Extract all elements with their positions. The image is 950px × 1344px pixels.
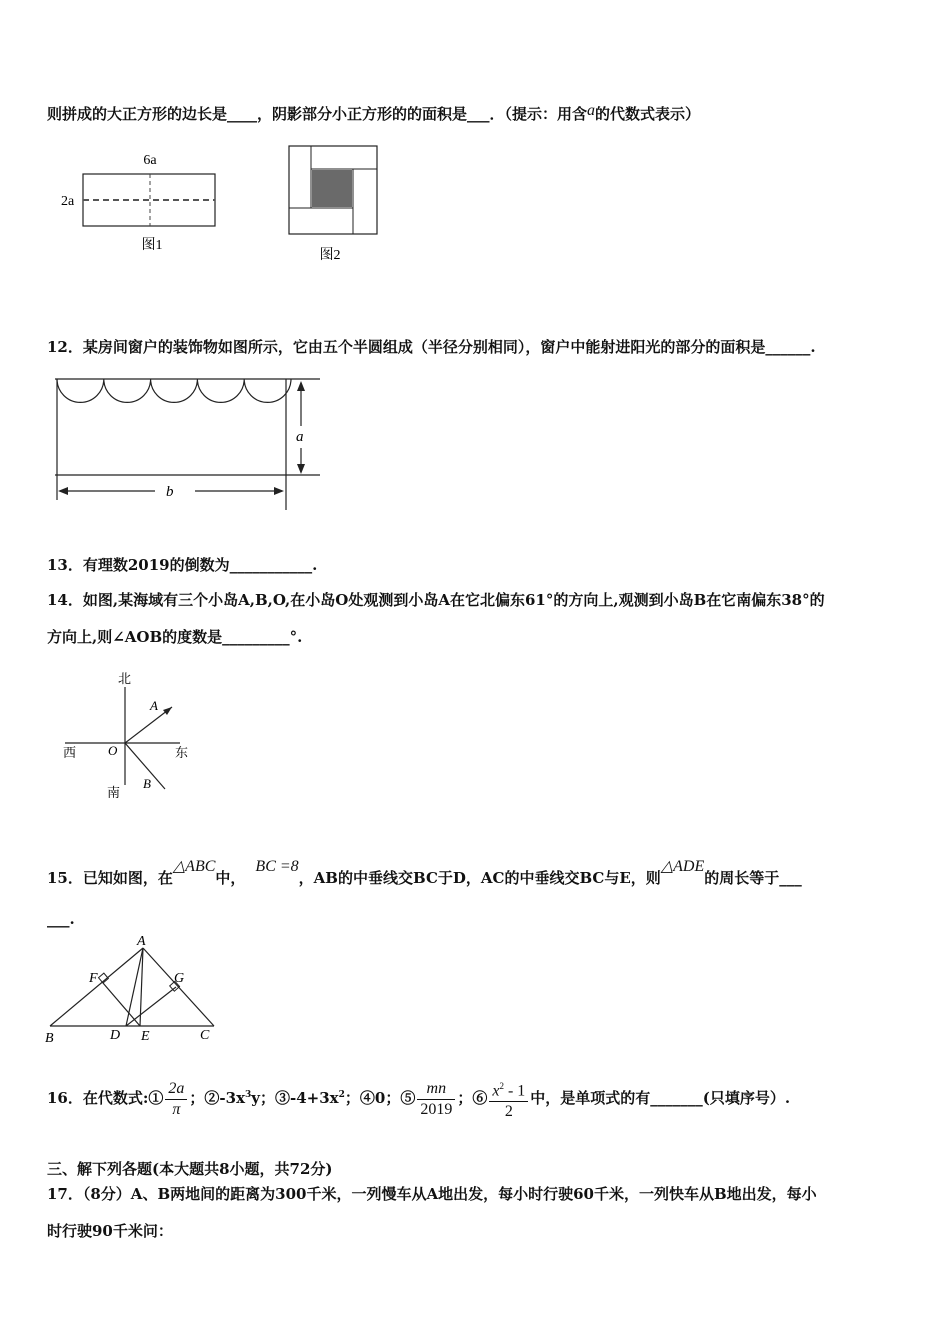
fraction-2a-over-pi: $\frac{2a}{\pi}$	[165, 1079, 187, 1120]
q14-line1: 14．如图,某海域有三个小岛A,B,O,在小岛O处观测到小岛A在它北偏东61°的方向上,观测到小岛B在它南偏东38°的	[47, 591, 825, 609]
label-B: B	[45, 1031, 54, 1046]
point-B-label: B	[143, 776, 151, 791]
bc-equals-8: BC =8	[255, 858, 299, 875]
q17-line2: 时行驶90千米问：	[47, 1222, 173, 1240]
section-3-title: 三、解下列各题(本大题共8小题，共72分)	[47, 1160, 333, 1178]
triangle-figure	[40, 930, 225, 1050]
q17-line1: 17．（8分）A、B两地间的距离为300千米，一列慢车从A地出发，每小时行驶60千米，一列快车从B地出发，每小	[47, 1185, 817, 1203]
label-F: F	[89, 971, 98, 986]
label-a: a	[296, 429, 304, 445]
label-A: A	[137, 934, 146, 949]
q15-text-cont: ___.	[47, 910, 75, 928]
label-E: E	[141, 1029, 150, 1044]
q13-text: 13．有理数2019的倒数为___________.	[47, 556, 318, 574]
south-label: 南	[107, 785, 121, 800]
q11-var-a: a	[587, 102, 596, 119]
fig1-top-label: 6a	[143, 153, 157, 168]
q11-text: 则拼成的大正方形的边长是____，阴影部分小正方形的的面积是___．（提示：用含a的代数式表示）	[47, 102, 701, 123]
window-figure	[50, 372, 330, 512]
point-O-label: O	[108, 743, 118, 758]
triangle-abc: △ABC	[172, 858, 216, 875]
triangle-ade: △ADE	[660, 858, 705, 875]
shaded-square	[312, 170, 352, 207]
north-label: 北	[118, 671, 132, 686]
fraction-mn-over-2019: $\frac{mn}{2019}$	[417, 1079, 455, 1120]
label-b: b	[166, 484, 174, 500]
fraction-x2-minus-1-over-2: $\frac{x^2 - 1}{2}$	[489, 1076, 528, 1122]
label-C: C	[200, 1028, 210, 1043]
compass-figure	[55, 665, 205, 805]
q14-line2: 方向上,则∠AOB的度数是_________°.	[47, 628, 303, 646]
west-label: 西	[63, 745, 77, 760]
fig2-caption: 图2	[319, 248, 341, 263]
q16-text: 16．在代数式:① $\frac{2a}{\pi}$ ；$②-3x^3y$；$③-4+3x^2$；④0；⑤ $\frac{mn}{2019}$ ；⑥ $\frac{x^2 - 1}{2}$ 中，是单项式的有_______(只填序号）.	[47, 1076, 790, 1122]
east-label: 东	[175, 745, 189, 760]
q12-text: 12．某房间窗户的装饰物如图所示，它由五个半圆组成（半径分别相同），窗户中能射进阳光的部分的面积是______.	[47, 338, 816, 356]
label-D: D	[110, 1028, 121, 1043]
fig1-left-label: 2a	[61, 194, 75, 209]
figure-2	[285, 143, 385, 268]
label-G: G	[174, 971, 185, 986]
fig1-caption: 图1	[141, 238, 163, 253]
point-A-label: A	[150, 698, 158, 713]
q15-text: 15．已知如图，在△ABC中，BC =8，AB的中垂线交BC于D，AC的中垂线交BC与E，则△ADE的周长等于___	[47, 858, 802, 887]
figure-1	[55, 148, 235, 258]
